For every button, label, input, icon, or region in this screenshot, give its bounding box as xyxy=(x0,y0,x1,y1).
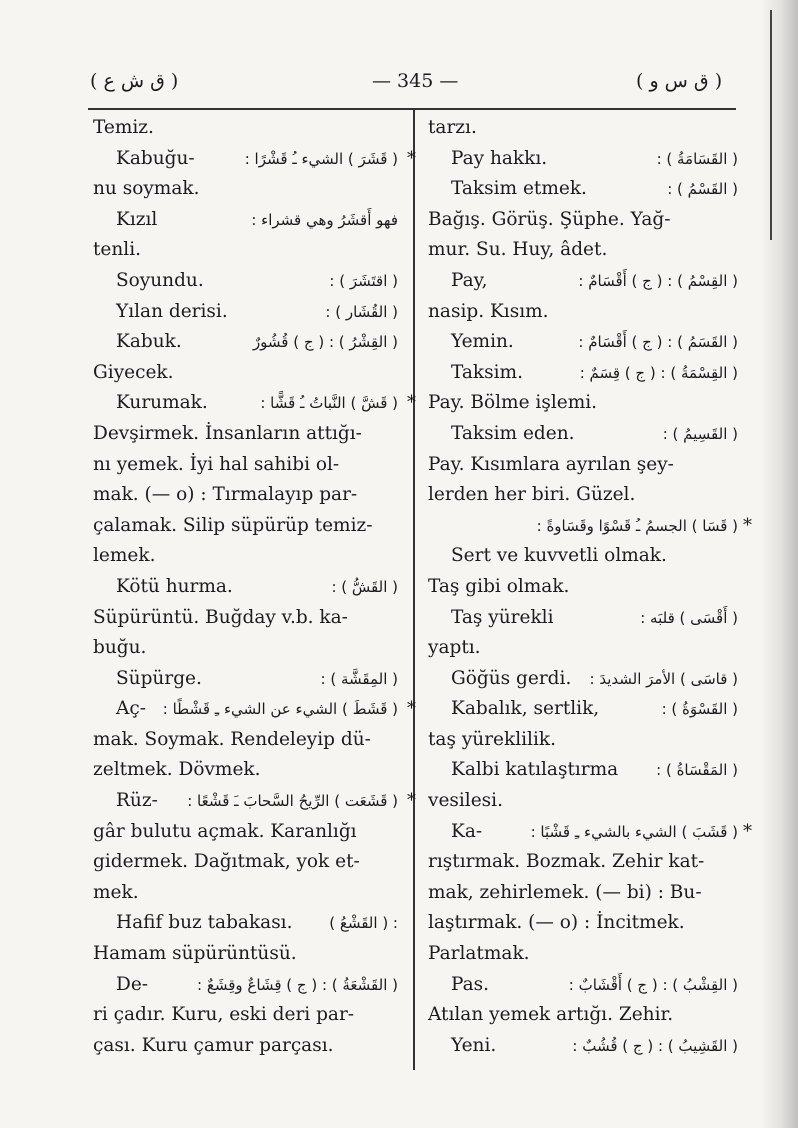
arabic-headword: ( قَشَرَ ) الشيء ـُ قَشْرًا : xyxy=(244,149,398,168)
right-column xyxy=(428,113,752,1061)
entry-line xyxy=(93,664,398,695)
entry-line xyxy=(428,970,738,1001)
entry-line xyxy=(93,419,398,450)
entry-text: mek. xyxy=(93,881,139,903)
entry-text: ri çadır. Kuru, eski deri par- xyxy=(93,1004,355,1026)
entry-text: Bağış. Görüş. Şüphe. Yağ- xyxy=(428,208,671,230)
entry-text: Hafif buz tabakası. xyxy=(116,912,293,934)
arabic-headword: ( القَسَمُ ) : ( ج ) أَقْسَامٌ : xyxy=(578,333,738,352)
entry-star-marker: * xyxy=(743,514,752,536)
entry-line xyxy=(428,755,738,786)
entry-line xyxy=(93,572,398,603)
entry-text: Giyecek. xyxy=(93,361,174,383)
entry-line xyxy=(428,847,738,878)
entry-text: nı yemek. İyi hal sahibi ol- xyxy=(93,453,340,475)
arabic-headword: ( أَقْسَى ) قلبَه : xyxy=(640,608,738,627)
entry-line xyxy=(93,817,398,848)
entry-text: Taksim etmek. xyxy=(451,178,587,200)
entry-line xyxy=(428,939,738,970)
entry-text: Hamam süpürüntüsü. xyxy=(93,943,297,965)
entry-text: zeltmek. Dövmek. xyxy=(93,759,261,781)
arabic-headword: : ( القَشْعُ ) xyxy=(329,914,398,933)
arabic-headword: ( القِشْرُ ) : ( ج ) قُشُورٌ xyxy=(252,333,398,352)
entry-text: Kabuk. xyxy=(116,331,182,353)
entry-text: Kabalık, sertlik, xyxy=(451,698,600,720)
arabic-headword: ( قَسَا ) الجسمُ ـُ قَسْوًا وقَسَاوةً : xyxy=(536,516,738,535)
entry-line xyxy=(428,603,738,634)
entry-line xyxy=(93,327,398,358)
entry-line xyxy=(428,144,738,175)
page-number: — 345 — xyxy=(372,70,459,92)
entry-line xyxy=(428,725,738,756)
entry-line xyxy=(93,908,398,939)
arabic-headword: ( القَشِيبُ ) : ( ج ) قُشُبٌ : xyxy=(572,1036,738,1055)
entry-text: De- xyxy=(116,973,149,995)
entry-text: Kızıl xyxy=(116,208,158,230)
entry-text: gâr bulutu açmak. Karanlığı xyxy=(93,820,357,842)
entry-line xyxy=(428,358,738,389)
entry-star-marker: * xyxy=(407,698,416,720)
entry-text: vesilesi. xyxy=(428,790,503,812)
entry-line xyxy=(428,205,738,236)
entry-text: Taş yürekli xyxy=(451,606,554,628)
entry-text: Soyundu. xyxy=(116,269,204,291)
arabic-headword: ( قَشَطَ ) الشيء عن الشيء ـِ قَشْطًا : xyxy=(162,700,398,719)
entry-text: gidermek. Dağıtmak, yok et- xyxy=(93,851,360,873)
entry-line xyxy=(93,970,398,1001)
entry-line xyxy=(428,541,738,572)
entry-text: Kurumak. xyxy=(116,392,208,414)
entry-text: Temiz. xyxy=(93,117,154,138)
entry-text: Aç- xyxy=(116,698,146,720)
entry-line xyxy=(428,327,738,358)
entry-line xyxy=(93,450,398,481)
entry-line xyxy=(428,664,738,695)
arabic-headword: فهو أَقشَرُ وهي قشراء : xyxy=(251,210,398,229)
entry-text: çalamak. Silip süpürüp temiz- xyxy=(93,514,373,536)
arabic-headword: ( القِسْمَةُ ) : ( ج ) قِسَمٌ : xyxy=(579,363,738,382)
header-rule xyxy=(88,108,736,110)
entry-line xyxy=(93,266,398,297)
entry-text: tarzı. xyxy=(428,117,477,138)
entry-line xyxy=(93,388,416,419)
entry-text: mak. (— o) : Tırmalayıp par- xyxy=(93,484,358,506)
entry-text: nasip. Kısım. xyxy=(428,300,549,322)
entry-text: rıştırmak. Bozmak. Zehir kat- xyxy=(428,851,705,873)
entry-text: Taksim. xyxy=(451,361,523,383)
entry-line xyxy=(428,480,738,511)
entry-line xyxy=(93,694,416,725)
page-edge-shadow xyxy=(760,0,798,1128)
entry-line xyxy=(428,174,738,205)
entry-text: Sert ve kuvvetli olmak. xyxy=(451,545,667,567)
entry-line xyxy=(93,235,398,266)
header-left-root: ( ق ش ع ) xyxy=(90,70,179,92)
arabic-headword: ( المَقْسَاةُ ) : xyxy=(656,761,738,780)
entry-text: Yemin. xyxy=(451,331,514,353)
entry-line xyxy=(93,511,398,542)
entry-text: mak. Soymak. Rendeleyip dü- xyxy=(93,728,371,750)
entry-text: Rüz- xyxy=(116,790,158,812)
entry-line xyxy=(428,450,738,481)
entry-text: Pay, xyxy=(451,269,488,291)
entry-line xyxy=(93,847,398,878)
arabic-headword: ( قَشَبَ ) الشيء بالشيء ـِ قَشْبًا : xyxy=(530,822,738,841)
entry-line xyxy=(428,633,738,664)
arabic-headword: ( القِسْمُ ) : ( ج ) أَقْسَامٌ : xyxy=(578,271,738,290)
arabic-headword: ( القَسْوَةُ ) : xyxy=(661,700,738,719)
entry-star-marker: * xyxy=(407,147,416,169)
entry-text: Parlatmak. xyxy=(428,943,530,965)
page-header xyxy=(0,70,798,106)
entry-line xyxy=(93,633,398,664)
entry-star-marker: * xyxy=(743,820,752,842)
entry-line xyxy=(93,113,398,144)
arabic-headword: ( القِشْبُ ) : ( ج ) أَقْشَابٌ : xyxy=(568,975,738,994)
page-edge-line xyxy=(770,10,772,240)
entry-line xyxy=(428,878,738,909)
entry-line xyxy=(428,511,752,542)
arabic-headword: ( القَسَامَةُ ) : xyxy=(656,149,738,168)
entry-text: Yeni. xyxy=(451,1034,497,1056)
entry-line xyxy=(93,144,416,175)
entry-line xyxy=(93,878,398,909)
entry-line xyxy=(428,388,738,419)
column-divider xyxy=(413,110,415,1070)
entry-text: buğu. xyxy=(93,637,147,659)
left-column xyxy=(93,113,416,1061)
entry-text: Pay. Bölme işlemi. xyxy=(428,392,598,414)
entry-text: tenli. xyxy=(93,239,142,261)
entry-line xyxy=(93,205,398,236)
entry-text: Devşirmek. İnsanların attığı- xyxy=(93,422,362,444)
entry-text: Taş gibi olmak. xyxy=(428,575,570,597)
arabic-headword: ( القُشَار ) : xyxy=(325,302,398,321)
entry-line xyxy=(428,1031,738,1062)
entry-text: Kötü hurma. xyxy=(116,575,233,597)
entry-line xyxy=(93,541,398,572)
entry-text: taş yüreklilik. xyxy=(428,728,556,750)
entry-text: Süpürüntü. Buğday v.b. ka- xyxy=(93,606,348,628)
entry-line xyxy=(428,419,738,450)
arabic-headword: ( القَسْمُ ) : xyxy=(667,180,738,199)
entry-text: yaptı. xyxy=(428,637,481,659)
entry-text: Pay hakkı. xyxy=(451,147,548,169)
entry-line xyxy=(428,1000,738,1031)
entry-text: Süpürge. xyxy=(116,667,202,689)
entry-line xyxy=(93,174,398,205)
entry-text: Göğüs gerdi. xyxy=(451,667,572,689)
entry-text: Yılan derisi. xyxy=(116,300,228,322)
arabic-headword: ( اقتَشَرَ ) : xyxy=(329,271,398,290)
entry-text: mak, zehirlemek. (— bi) : Bu- xyxy=(428,881,702,903)
arabic-headword: ( قاسَى ) الأمرَ الشديدَ : xyxy=(589,669,738,688)
entry-line xyxy=(93,939,398,970)
entry-line xyxy=(93,358,398,389)
entry-line xyxy=(428,908,738,939)
entry-line xyxy=(93,480,398,511)
entry-text: Kalbi katılaştırma xyxy=(451,759,619,781)
entry-line xyxy=(93,786,416,817)
entry-text: çası. Kuru çamur parçası. xyxy=(93,1034,334,1056)
entry-text: Pas. xyxy=(451,973,490,995)
entry-line xyxy=(428,694,738,725)
entry-text: Ka- xyxy=(451,820,483,842)
entry-star-marker: * xyxy=(407,392,416,414)
arabic-headword: ( قَشَّ ) النَّباتُ ـُ قَشًّا : xyxy=(260,394,398,413)
entry-line xyxy=(93,725,398,756)
arabic-headword: ( القَشْعَةُ ) : ( ج ) قِشَاعٌ وقِشَعٌ : xyxy=(197,975,398,994)
entry-text: lemek. xyxy=(93,545,156,567)
entry-line xyxy=(428,817,752,848)
entry-line xyxy=(93,1031,398,1062)
entry-line xyxy=(93,1000,398,1031)
entry-text: Taksim eden. xyxy=(451,422,575,444)
arabic-headword: ( القَسِيمُ ) : xyxy=(662,424,738,443)
entry-line xyxy=(428,572,738,603)
entry-text: laştırmak. (— o) : İncitmek. xyxy=(428,912,685,934)
entry-text: mur. Su. Huy, âdet. xyxy=(428,239,608,261)
entry-line xyxy=(93,603,398,634)
entry-line xyxy=(428,113,738,144)
entry-line xyxy=(93,297,398,328)
arabic-headword: ( القَشُّ ) : xyxy=(331,577,398,596)
entry-star-marker: * xyxy=(407,790,416,812)
arabic-headword: ( قَشَعَت ) الرِّيحُ السَّحابَ ـَ قَشْعًا : xyxy=(187,792,398,811)
entry-text: Pay. Kısımlara ayrılan şey- xyxy=(428,453,674,475)
header-right-root: ( ق س و ) xyxy=(636,70,723,92)
entry-line xyxy=(428,266,738,297)
arabic-headword: ( المِقَشَّة ) : xyxy=(320,669,398,688)
entry-line xyxy=(428,786,738,817)
entry-text: lerden her biri. Güzel. xyxy=(428,484,636,506)
entry-line xyxy=(428,297,738,328)
entry-text: Atılan yemek artığı. Zehir. xyxy=(428,1004,674,1026)
entry-text: nu soymak. xyxy=(93,178,200,200)
entry-line xyxy=(428,235,738,266)
entry-line xyxy=(93,755,398,786)
entry-text: Kabuğu- xyxy=(116,147,195,169)
